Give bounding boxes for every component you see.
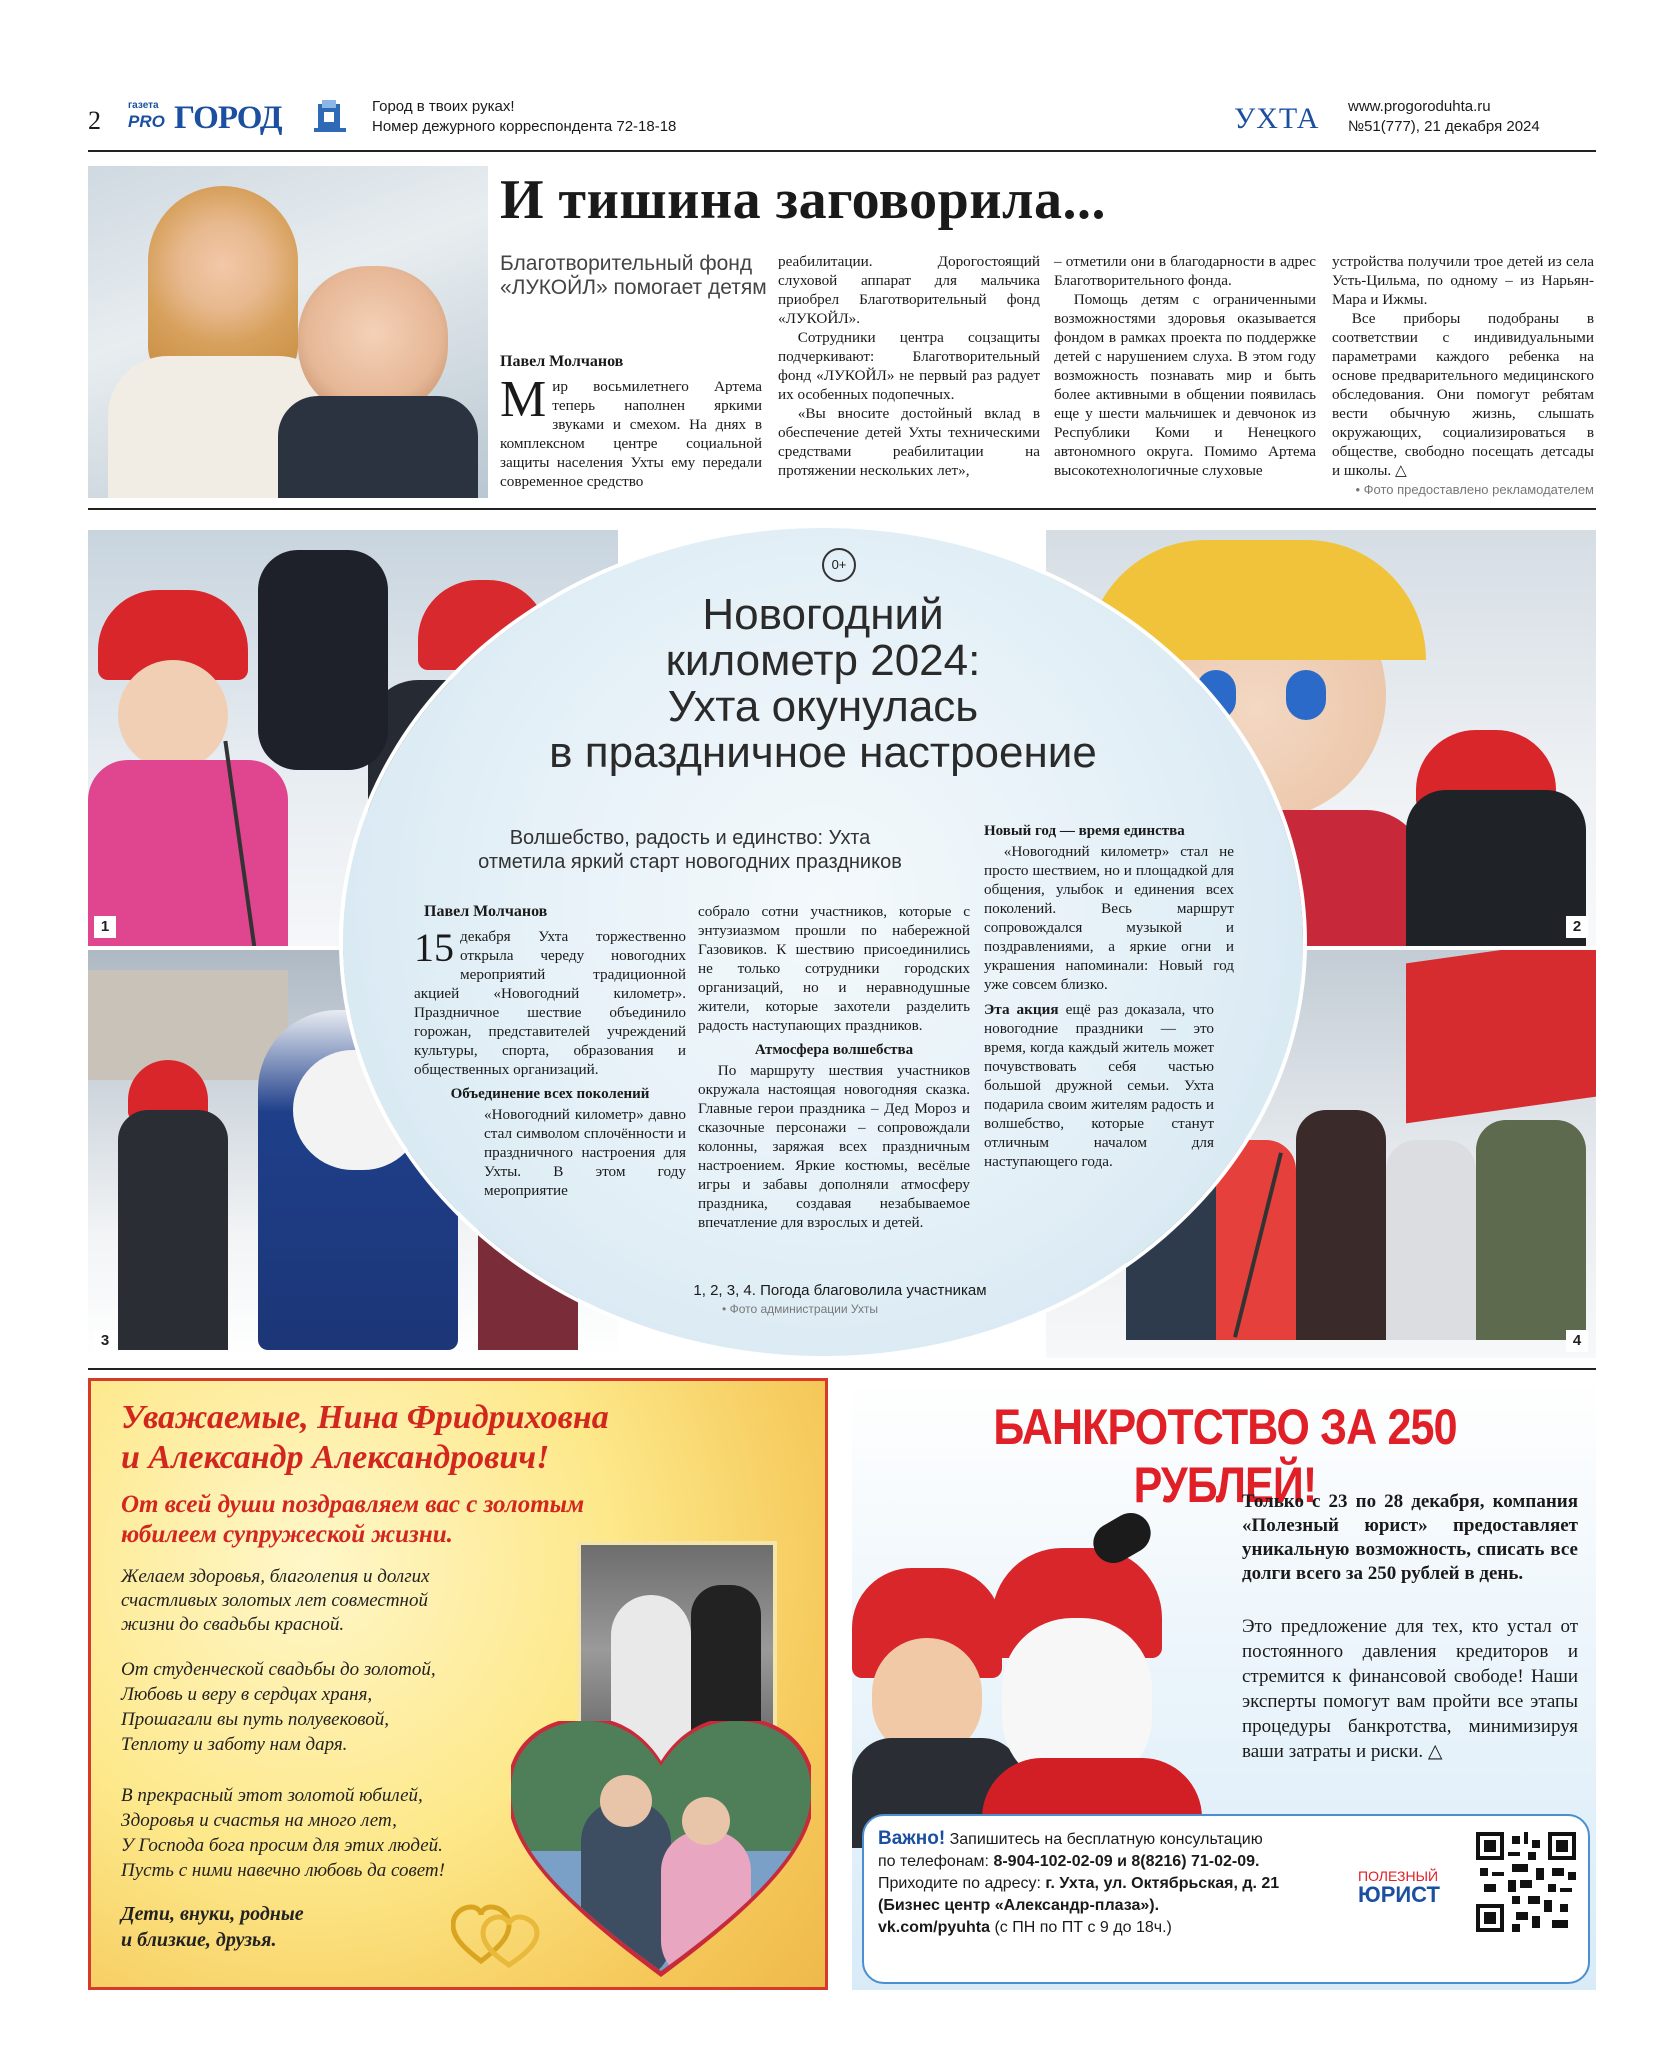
city-name: УХТА <box>1234 102 1320 135</box>
photo-number-2: 2 <box>1566 916 1588 938</box>
photo-number-3: 3 <box>94 1330 116 1352</box>
greeting-addressee-2: и Александр Александрович! <box>121 1439 550 1476</box>
city-emblem-icon <box>312 98 348 138</box>
ad-description: Это предложение для тех, кто устал от постоянного давления кредиторов и стремится к финансовой свободе! Наши эксперты помогут вам пройти все этапы процедуры банкротства, минимизируя ваши затраты и риски. △ <box>1242 1616 1578 1762</box>
article2-caption: 1, 2, 3, 4. Погода благоволила участникам <box>693 1282 987 1299</box>
gold-rings-icon <box>451 1901 541 1971</box>
header-divider <box>88 150 1596 152</box>
section-divider-2 <box>88 1368 1596 1370</box>
ad-headline: БАНКРОТСТВО ЗА 250 РУБЛЕЙ! <box>993 1399 1457 1513</box>
ad-address: г. Ухта, ул. Октябрьская, д. 21 <box>1045 1875 1280 1892</box>
site-url[interactable]: www.progoroduhta.ru <box>1348 98 1491 115</box>
page-number: 2 <box>88 106 101 135</box>
article2-caption-credit: • Фото администрации Ухты <box>722 1302 878 1316</box>
article2-subhead-3: Новый год — время единства <box>984 823 1185 839</box>
ad-santa-photo <box>852 1488 1232 1848</box>
heart-photo-frame <box>511 1721 811 1981</box>
greeting-signature: Дети, внуки, родные и близкие, друзья. <box>121 1903 304 1951</box>
header-phone: Номер дежурного корреспондента 72-18-18 <box>372 118 677 135</box>
article1-column-2: реабилитации. Дорогостоящий слуховой аппарат для мальчика приобрел Благотворительный фонд «ЛУКОЙЛ». Сотрудники центра соцзащиты подчеркивают: Благотворительный фонд «ЛУКОЙЛ» не первый раз радует их особенных подопечных. «Вы вносите достойный вклад в обеспечение детей Ухты техническими средствами реабилитации на протяжении нескольких лет», <box>778 253 1040 479</box>
article1-title: И тишина заговорила... <box>500 169 1106 231</box>
ad-contact-box: Важно! Запишитесь на бесплатную консультацию по телефонам: 8-904-102-02-09 и 8(8216) 71-02-09. Приходите по адресу: г. Ухта, ул. Октябрьская, д. 21 (Бизнес центр «Александр-плаза»). vk.com/pyuhta (с ПН по ПТ с 9 до 18ч.) ПОЛЕЗНЫЙ ЮРИСТ <box>862 1814 1590 1984</box>
article1-dropcap: М <box>500 371 547 428</box>
company-logo: ПОЛЕЗНЫЙ ЮРИСТ <box>1358 1868 1440 1907</box>
ad-important: Важно! <box>878 1828 946 1849</box>
article2-subhead-2: Атмосфера волшебства <box>754 1042 914 1058</box>
article2-column-3: Новый год — время единства «Новогодний километр» стал не просто шествием, но и площадкой для общения, улыбок и единения всех поколений. Весь маршрут сопровождался музыкой и поздравлениями, а яркие огни и украшения напоминали: Новый год уже совсем близко. Эта акция ещё раз доказала, что новогодние праздники — это время, когда каждый житель может почувствовать себя частью большой дружной семьи. Ухта подарила своим жителям радость и волшебство, которые станут отличным началом для наступающего года. <box>984 823 1234 1170</box>
article1-subtitle: Благотворительный фонд «ЛУКОЙЛ» помогает детям <box>500 252 767 299</box>
greeting-card <box>88 1378 828 1990</box>
qr-code-icon[interactable] <box>1476 1832 1576 1932</box>
article1-column-3: – отметили они в благодарности в адрес Благотворительного фонда. Помощь детям с ограниченными возможностями здоровья оказывается фондом в рамках проекта по поддержке детей с нарушением слуха. В этом году возможность познавать мир и быть более активными в общении появилась еще у шести мальчишек и девчонок из Республики Коми и Ненецкого автономного округа. Помимо Артема высокотехнологичные слуховые <box>1054 253 1316 479</box>
article2-column-2: собрало сотни участников, которые с энтузиазмом прошли по набережной Газовиков. К шествию присоединились не только сотрудники городских организаций, но и неравнодушные жители, которые захотели разделить радость наступающих праздников. Атмосфера волшебства По маршруту шествия участников окружала настоящая новогодняя сказка. Главные герои праздника – Дед Мороз и сказочные персонажи – сопровождали колонны, заряжая всех праздничным настроением. Яркие костюмы, весёлые игры и забавы дополняли атмосферу праздника, создавая незабываемое впечатление для взрослых и детей. <box>698 903 970 1231</box>
article2-byline: Павел Молчанов <box>424 903 548 920</box>
greeting-wish: Желаем здоровья, благолепия и долгих счастливых золотых лет совместной жизни до свадьбы красной. <box>121 1566 430 1635</box>
greeting-addressee-1: Уважаемые, Нина Фридриховна <box>121 1399 609 1436</box>
article1-column-1: Павел Молчанов Мир восьмилетнего Артема теперь наполнен яркими звуками и смехом. На днях в комплексном центре социальной защиты населения Ухты ему передали современное средство <box>500 353 762 490</box>
photo-number-4: 4 <box>1566 1330 1588 1352</box>
issue-info: №51(777), 21 декабря 2024 <box>1348 118 1540 135</box>
page-header <box>88 98 1596 142</box>
greeting-congrats-1: От всей души поздравляем вас с золотым <box>121 1491 585 1518</box>
greeting-poem-1: От студенческой свадьбы до золотой, Любовь и веру в сердцах храня, Прошагали вы путь полувековой, Теплоту и заботу нам даря. <box>121 1659 436 1755</box>
newspaper-logo: газета PRO ГОРОД <box>128 100 282 136</box>
article2-subtitle: Волшебство, радость и единство: Ухта отметила яркий старт новогодних праздников <box>478 827 902 873</box>
article2-dropcap: 15 <box>414 925 454 970</box>
photo-number-1: 1 <box>94 916 116 938</box>
ad-vk-link[interactable]: vk.com/pyuhta <box>878 1919 991 1936</box>
ad-offer: Только с 23 по 28 декабря, компания «Полезный юрист» предоставляет уникальную возможность, списать все долги всего за 250 рублей в день. <box>1242 1491 1578 1584</box>
article1-photo <box>88 166 488 498</box>
age-rating-badge: 0+ <box>822 548 856 582</box>
header-tagline: Город в твоих руках! <box>372 98 515 115</box>
greeting-poem-2: В прекрасный этот золотой юбилей, Здоровья и счастья на много лет, У Господа бога просим для этих людей. Пусть с ними навечно любовь да совет! <box>121 1785 445 1881</box>
ad-phones[interactable]: 8-904-102-02-09 и 8(8216) 71-02-09. <box>993 1853 1260 1870</box>
section-divider-1 <box>88 508 1596 510</box>
greeting-congrats-2: юбилеем супружеской жизни. <box>121 1521 453 1548</box>
article2-column-1: Павел Молчанов 15 декабря Ухта торжественно открыла череду новогодних мероприятий традиционной акцией «Новогодний километр». Праздничное шествие объединило горожан, представителей учреждений культуры, спорта, образования и общественных организаций. Объединение всех поколений «Новогодний километр» давно стал символом сплочённости и праздничного настроения для Ухты. В этом году мероприятие <box>414 903 686 1199</box>
article2-subhead-1: Объединение всех поколений <box>450 1086 650 1102</box>
article1-byline: Павел Молчанов <box>500 353 624 370</box>
article2-title: Новогодний километр 2024: Ухта окунулась в праздничное настроение <box>549 590 1097 777</box>
bankruptcy-ad <box>852 1378 1596 1990</box>
article1-column-4: устройства получили трое детей из села Усть-Цильма, по одному – из Нарьян-Мара и Ижмы. Все приборы подобраны в соответствии с индивидуальными параметрами каждого ребенка на основе предварительного медицинского обследования. Они помогут ребятам вести обычную жизнь, слышать окружающих, социализироваться в обществе, свободно посещать детсады и школы. △ • Фото предоставлено рекламодателем <box>1332 253 1594 497</box>
article1-photo-credit: • Фото предоставлено рекламодателем <box>1355 482 1594 497</box>
